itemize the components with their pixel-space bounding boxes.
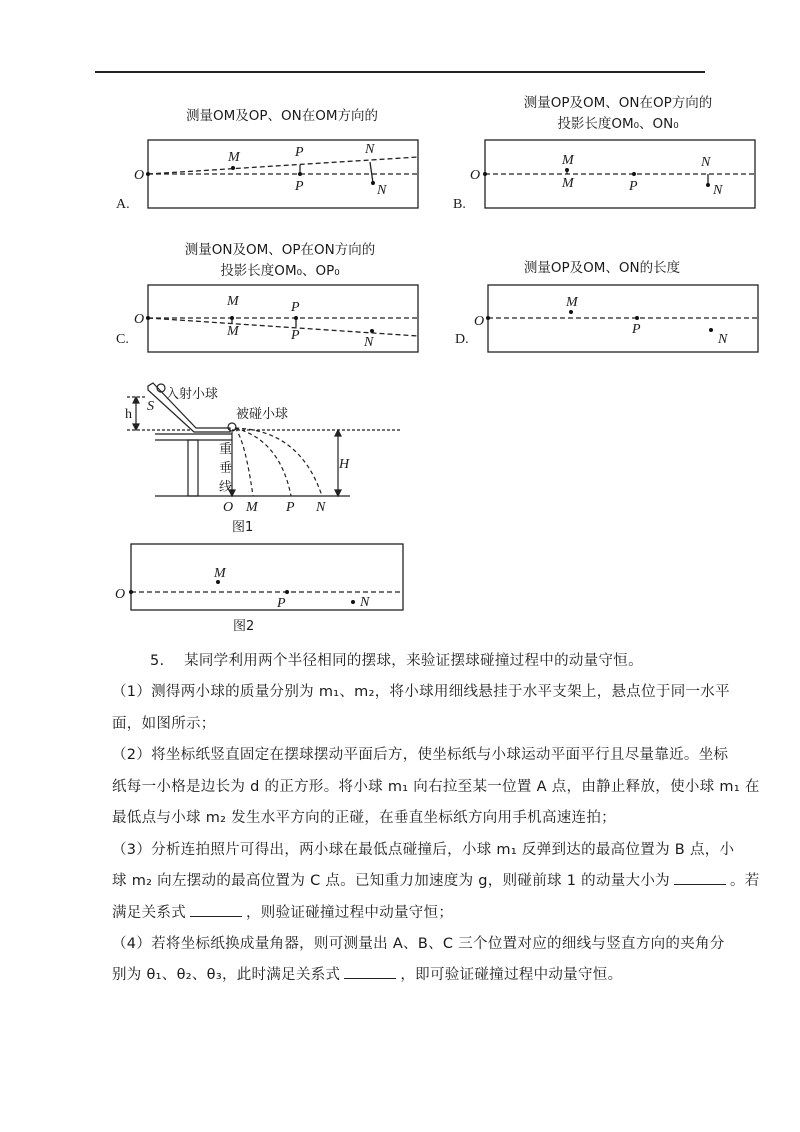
question-text: ，则验证碰撞过程中动量守恒； <box>246 905 454 921</box>
option-b-label: B. <box>453 197 466 212</box>
question-intro <box>150 649 643 670</box>
option-b-caption-line1: 测量OP及OM、ON在OP方向的 <box>523 95 713 111</box>
option-d-caption: 测量OP及OM、ON的长度 <box>523 260 681 276</box>
fig2-point-p: P <box>277 596 286 611</box>
fig1-point-m: M <box>246 500 258 515</box>
d-point-n: N <box>718 332 728 347</box>
question-line: （2）将坐标纸竖直固定在摆球摆动平面后方，使坐标纸与小球运动平面平行且尽量靠近。坐标 <box>112 747 729 763</box>
option-d-label: D. <box>455 332 469 347</box>
question-line-with-blank <box>112 869 760 890</box>
question-line-with-blank <box>112 901 453 922</box>
c-point-n: N <box>364 335 374 350</box>
fig1-plumb-3: 线 <box>219 480 233 495</box>
fig1-plumb-1: 重 <box>219 442 233 457</box>
question-text: 。若 <box>729 873 760 889</box>
question-text: 别为 θ₁、θ₂、θ₃，此时满足关系式 <box>112 967 341 983</box>
question-number: 5. <box>150 653 165 669</box>
option-b-caption-line2: 投影长度OM₀、ON₀ <box>557 116 679 132</box>
c-point-m-upper: M <box>227 294 239 309</box>
question-line: 最低点与小球 m₂ 发生水平方向的正碰，在垂直坐标纸方向用手机高速连拍； <box>112 810 616 826</box>
fig2-point-m: M <box>214 566 226 581</box>
question-line: （3）分析连拍照片可得出，两小球在最低点碰撞后，小球 m₁ 反弹到达的最高位置为 B 点，小 <box>112 842 735 858</box>
question-line: 某同学利用两个半径相同的摆球，来验证摆球碰撞过程中的动量守恒。 <box>184 653 643 669</box>
b-point-m-upper: M <box>562 153 574 168</box>
answer-blank-3[interactable] <box>344 966 396 979</box>
option-a-label: A. <box>116 197 130 212</box>
c-point-o: O <box>134 312 145 327</box>
b-point-p: P <box>629 179 638 194</box>
question-line: （1）测得两小球的质量分别为 m₁、m₂，将小球用细线悬挂于水平支架上，悬点位于同一水平 <box>112 684 730 700</box>
question-text: 满足关系式 <box>112 905 186 921</box>
question-text: 球 m₂ 向左摆动的最高位置为 C 点。已知重力加速度为 g，则碰前球 1 的动量大小为 <box>112 873 670 889</box>
fig1-point-o: O <box>223 500 234 515</box>
fig1-plumb-2: 垂 <box>219 461 233 476</box>
b-point-n-upper: N <box>701 155 711 170</box>
d-point-m: M <box>566 295 578 310</box>
answer-blank-1[interactable] <box>674 872 726 885</box>
c-point-p-upper: P <box>291 300 300 315</box>
a-point-p-lower: P <box>295 179 304 194</box>
fig1-incident-ball-label: 入射小球 <box>166 387 219 402</box>
answer-blank-2[interactable] <box>190 904 242 917</box>
c-point-p-lower: P <box>291 328 300 343</box>
d-point-p: P <box>632 322 641 337</box>
option-c-caption-line2: 投影长度OM₀、OP₀ <box>220 263 340 279</box>
c-point-m-lower: M <box>227 324 239 339</box>
b-point-n-lower: N <box>713 183 723 198</box>
fig1-target-ball-label: 被碰小球 <box>236 407 289 422</box>
b-point-o: O <box>470 168 481 183</box>
option-a-caption: 测量OM及OP、ON在OM方向的 <box>185 108 379 124</box>
d-point-o: O <box>474 314 485 329</box>
figure1-caption: 图1 <box>232 520 254 535</box>
fig1-s-label: S <box>147 399 154 414</box>
fig1-point-n: N <box>316 500 326 515</box>
question-line: 面，如图所示； <box>112 716 216 732</box>
fig2-point-n: N <box>360 595 370 610</box>
a-point-m: M <box>228 150 240 165</box>
fig1-h-label: h <box>125 407 132 422</box>
a-point-n-upper: N <box>365 142 375 157</box>
question-line: （4）若将坐标纸换成量角器，则可测量出 A、B、C 三个位置对应的细线与竖直方向的夹角分 <box>112 936 725 952</box>
b-point-m-lower: M <box>562 176 574 191</box>
fig2-point-o: O <box>115 587 126 602</box>
fig1-point-p: P <box>286 500 295 515</box>
a-point-n-lower: N <box>377 183 387 198</box>
question-line-with-blank <box>112 963 622 984</box>
option-c-caption-line1: 测量ON及OM、OP在ON方向的 <box>184 242 376 258</box>
a-point-p-upper: P <box>295 145 304 160</box>
figure2-caption: 图2 <box>233 619 255 634</box>
question-text: ，即可验证碰撞过程中动量守恒。 <box>400 967 623 983</box>
a-point-o: O <box>134 168 145 183</box>
question-line: 纸每一小格是边长为 d 的正方形。将小球 m₁ 向右拉至某一位置 A 点，由静止释放，使小球 m₁ 在 <box>112 779 760 795</box>
option-c-label: C. <box>116 332 129 347</box>
fig1-H-label: H <box>339 457 350 472</box>
